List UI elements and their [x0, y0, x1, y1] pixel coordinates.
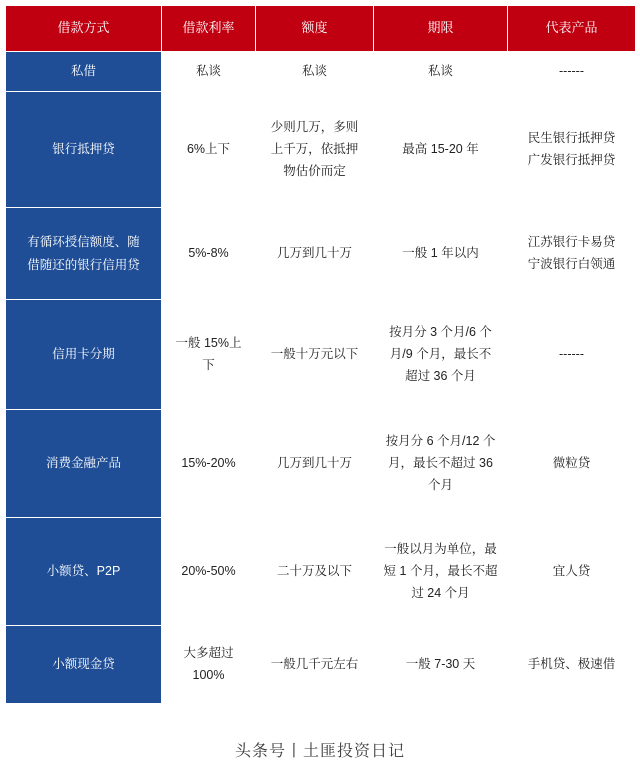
cell-term: 一般 1 年以内 — [374, 208, 508, 300]
cell-line: 按月分 6 个月/12 个 — [385, 433, 496, 448]
table-row — [6, 518, 636, 626]
table-header — [6, 6, 636, 52]
cell-line: 下 — [202, 357, 215, 372]
row-label: 小额现金贷 — [6, 626, 162, 704]
cell-rate — [162, 300, 256, 410]
cell-amount: 私谈 — [256, 52, 374, 92]
cell-line: 个月 — [427, 477, 453, 492]
row-label: 消费金融产品 — [6, 410, 162, 518]
cell-term: 私谈 — [374, 52, 508, 92]
cell-rate: 15%-20% — [162, 410, 256, 518]
cell-rate — [162, 626, 256, 704]
cell-line: 短 1 个月，最长不超 — [383, 563, 498, 578]
cell-line: 广发银行抵押贷 — [527, 152, 616, 167]
cell-rate: 6%上下 — [162, 92, 256, 208]
cell-line: 按月分 3 个月/6 个 — [389, 324, 492, 339]
cell-line: 超过 36 个月 — [405, 368, 476, 383]
cell-amount: 一般几千元左右 — [256, 626, 374, 704]
table-row — [6, 410, 636, 518]
cell-line: 一般以月为单位，最 — [384, 541, 497, 556]
cell-product — [508, 92, 636, 208]
cell-line: 少则几万，多则 — [270, 119, 359, 134]
cell-line: 过 24 个月 — [411, 585, 470, 600]
cell-rate: 5%-8% — [162, 208, 256, 300]
column-header-method: 借款方式 — [6, 6, 162, 52]
cell-product: ------ — [508, 300, 636, 410]
table-row — [6, 52, 636, 92]
table-row — [6, 92, 636, 208]
watermark-footer — [0, 731, 640, 767]
cell-product: ------ — [508, 52, 636, 92]
table-row — [6, 208, 636, 300]
cell-amount: 二十万及以下 — [256, 518, 374, 626]
cell-line: 100% — [192, 667, 225, 682]
cell-product — [508, 208, 636, 300]
cell-line: 宁波银行白领通 — [527, 256, 616, 271]
cell-rate: 20%-50% — [162, 518, 256, 626]
row-label: 私借 — [6, 52, 162, 92]
cell-rate: 私谈 — [162, 52, 256, 92]
row-label: 信用卡分期 — [6, 300, 162, 410]
row-label: 小额贷、P2P — [6, 518, 162, 626]
cell-amount: 一般十万元以下 — [256, 300, 374, 410]
cell-line: 江苏银行卡易贷 — [527, 234, 616, 249]
table-body — [6, 52, 636, 704]
table-header-row — [6, 6, 636, 52]
cell-line: 一般 15%上 — [175, 335, 242, 350]
table-row — [6, 300, 636, 410]
loan-comparison-table — [5, 5, 636, 704]
row-label — [6, 208, 162, 300]
column-header-term: 期限 — [374, 6, 508, 52]
cell-product: 宜人贷 — [508, 518, 636, 626]
cell-amount: 几万到几十万 — [256, 410, 374, 518]
cell-term: 一般 7-30 天 — [374, 626, 508, 704]
cell-term — [374, 410, 508, 518]
cell-line: 月，最长不超过 36 — [388, 455, 493, 470]
column-header-amount: 额度 — [256, 6, 374, 52]
cell-line: 有循环授信额度、随 — [27, 234, 140, 249]
cell-amount: 几万到几十万 — [256, 208, 374, 300]
cell-line: 上千万，依抵押 — [270, 141, 359, 156]
row-label: 银行抵押贷 — [6, 92, 162, 208]
cell-amount — [256, 92, 374, 208]
cell-line: 民生银行抵押贷 — [527, 130, 616, 145]
cell-term — [374, 518, 508, 626]
cell-line: 大多超过 — [183, 645, 234, 660]
column-header-product: 代表产品 — [508, 6, 636, 52]
cell-term: 最高 15-20 年 — [374, 92, 508, 208]
cell-product: 微粒贷 — [508, 410, 636, 518]
cell-line: 月/9 个月，最长不 — [389, 346, 492, 361]
cell-term — [374, 300, 508, 410]
column-header-rate: 借款利率 — [162, 6, 256, 52]
table-row — [6, 626, 636, 704]
cell-line: 物估价而定 — [283, 163, 346, 178]
cell-line: 借随还的银行信用贷 — [27, 257, 140, 272]
cell-product: 手机贷、极速借 — [508, 626, 636, 704]
watermark-text: 头条号丨土匪投资日记 — [234, 742, 405, 760]
